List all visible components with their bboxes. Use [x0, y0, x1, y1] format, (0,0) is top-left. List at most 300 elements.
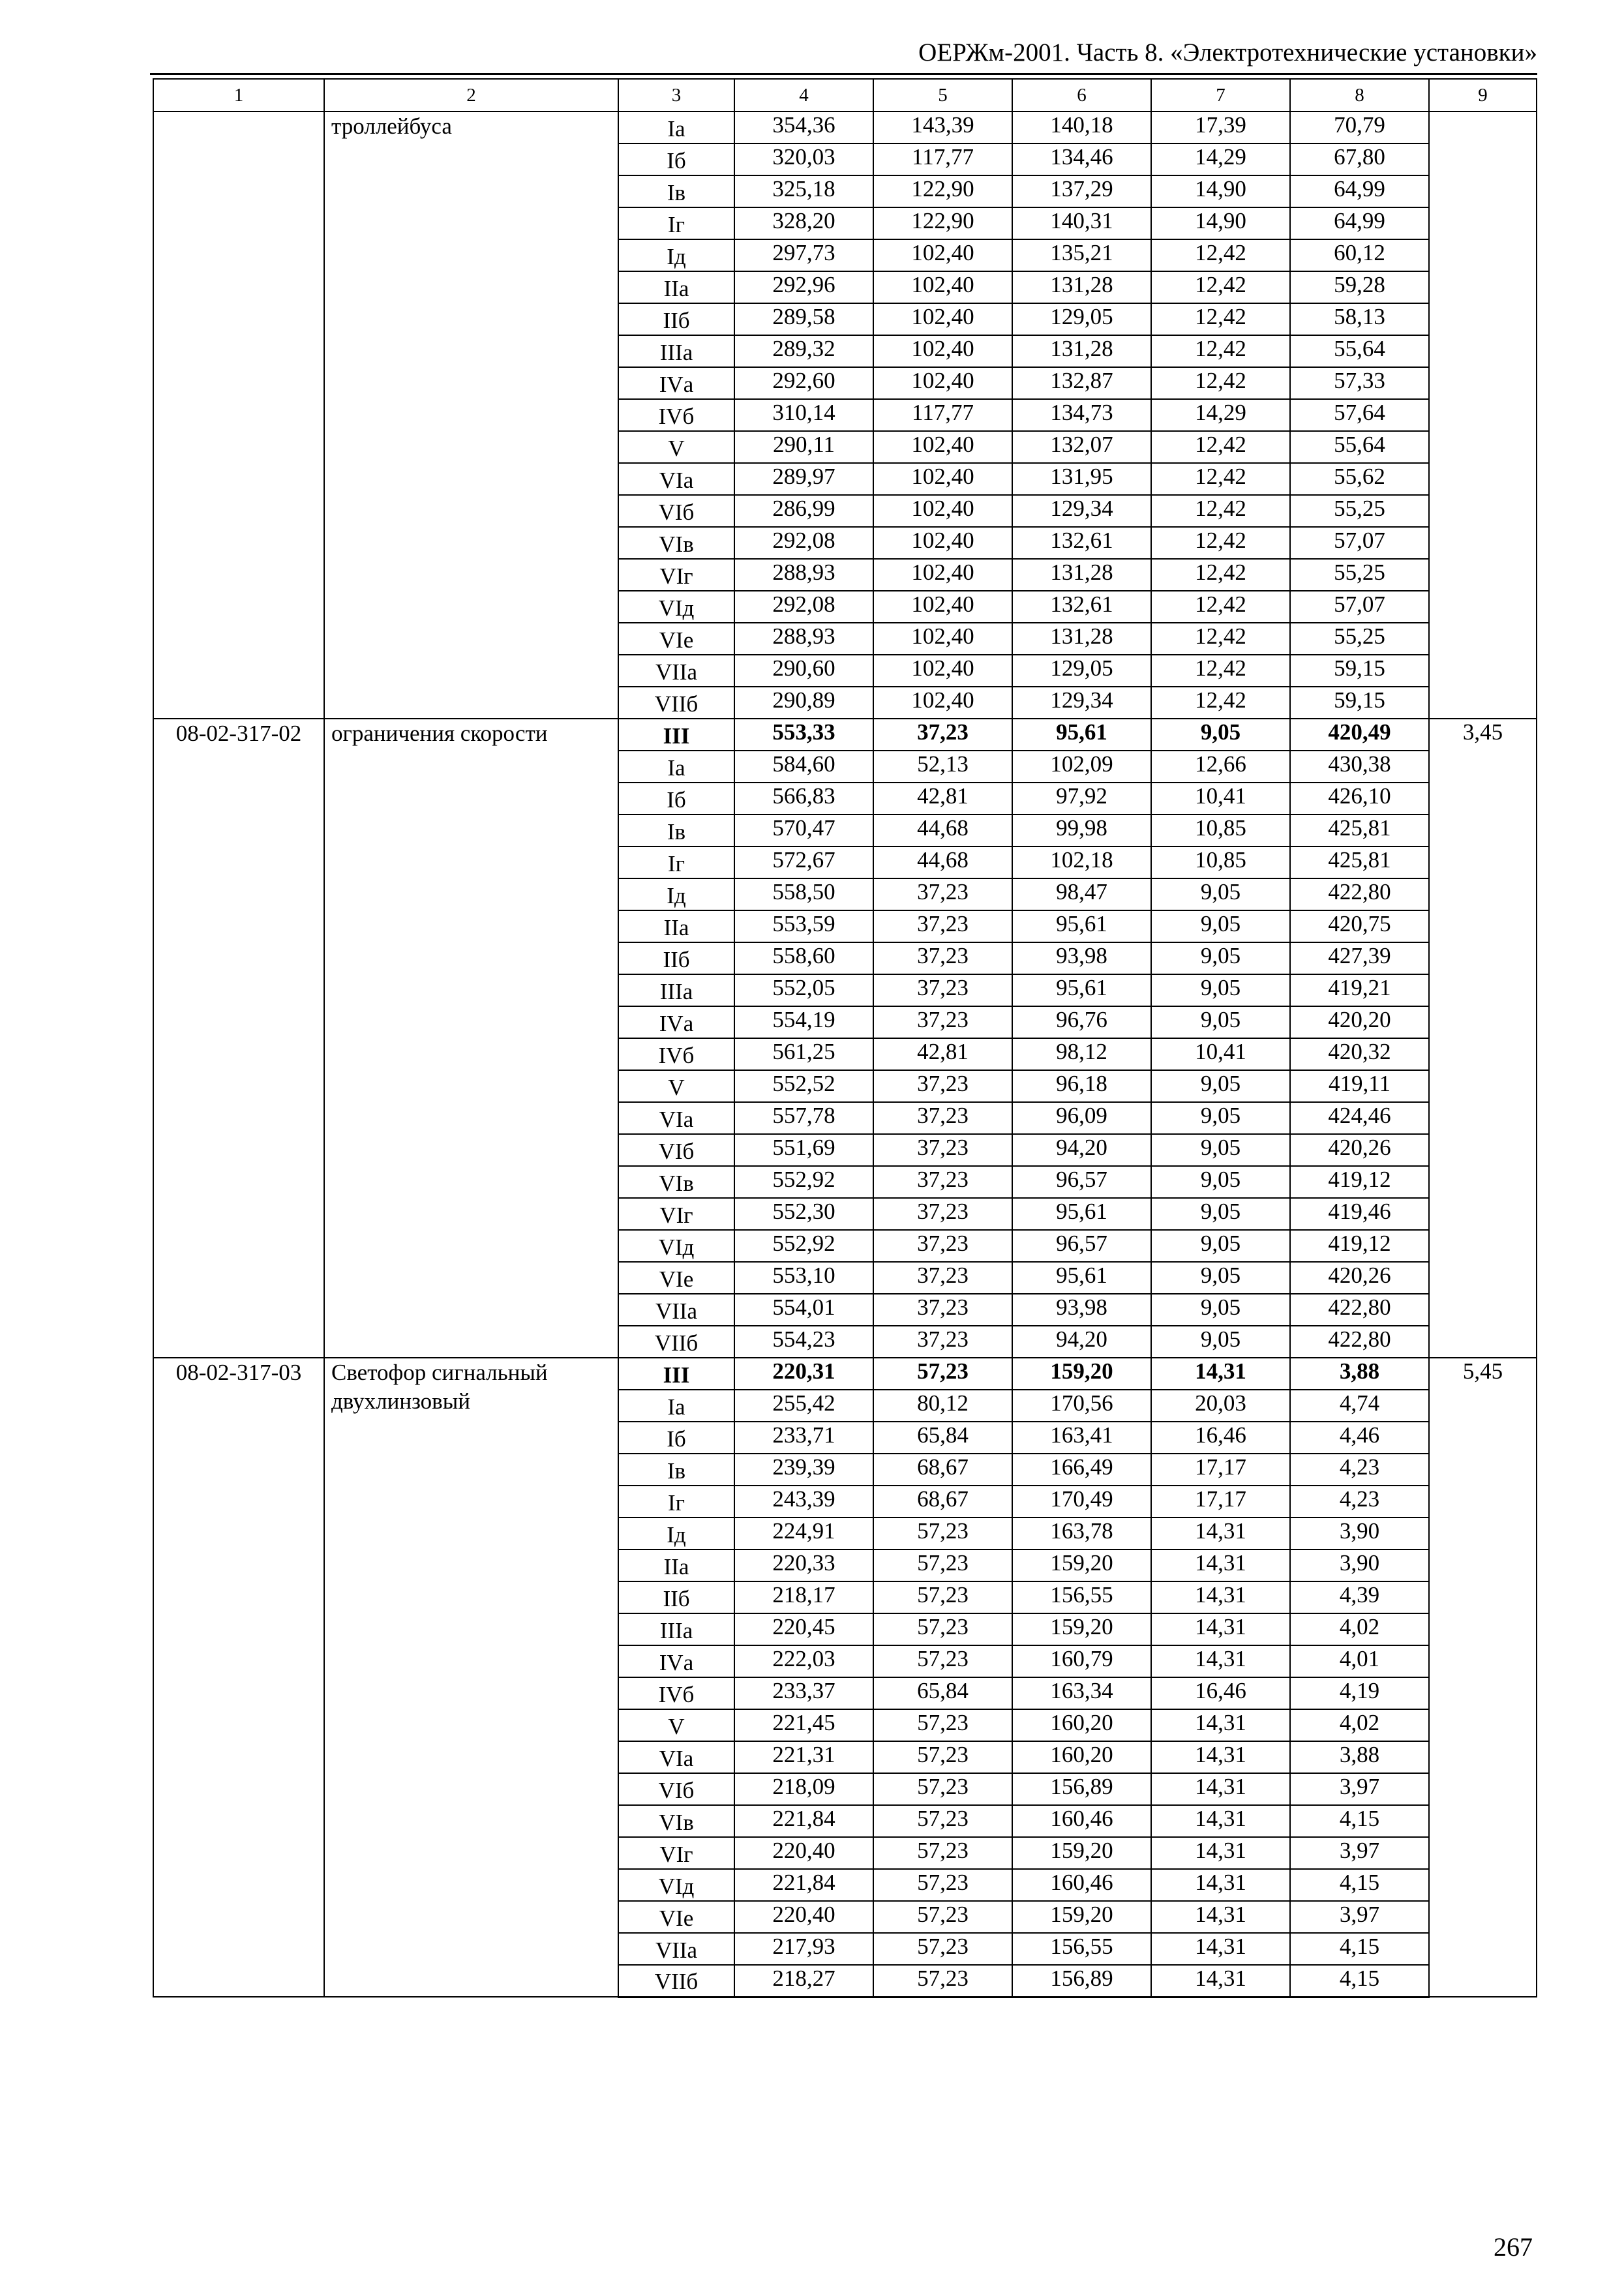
price-cell: 4,19	[1290, 1677, 1429, 1709]
price-cell: 95,61	[1012, 974, 1151, 1006]
price-cell: 288,93	[734, 559, 873, 591]
column-number: 6	[1012, 79, 1151, 112]
price-cell: 551,69	[734, 1134, 873, 1166]
region-code: Iг	[618, 846, 734, 878]
price-cell: 44,68	[873, 815, 1012, 846]
price-cell: 292,08	[734, 527, 873, 559]
price-cell: 420,75	[1290, 910, 1429, 942]
price-cell: 14,31	[1151, 1901, 1290, 1933]
price-cell: 57,23	[873, 1645, 1012, 1677]
price-cell: 14,31	[1151, 1837, 1290, 1869]
price-cell: 102,40	[873, 687, 1012, 719]
price-cell: 220,33	[734, 1549, 873, 1581]
price-cell: 12,42	[1151, 463, 1290, 495]
price-cell: 419,46	[1290, 1198, 1429, 1230]
column-number: 9	[1429, 79, 1537, 112]
price-cell: 9,05	[1151, 974, 1290, 1006]
price-cell: 12,42	[1151, 527, 1290, 559]
price-cell: 220,40	[734, 1837, 873, 1869]
column-number: 5	[873, 79, 1012, 112]
price-cell: 163,34	[1012, 1677, 1151, 1709]
price-cell: 4,74	[1290, 1390, 1429, 1422]
price-cell: 217,93	[734, 1933, 873, 1965]
price-cell: 55,62	[1290, 463, 1429, 495]
price-cell: 570,47	[734, 815, 873, 846]
region-code: Iб	[618, 1422, 734, 1454]
price-cell: 12,42	[1151, 655, 1290, 687]
price-cell: 102,40	[873, 655, 1012, 687]
price-cell: 9,05	[1151, 1326, 1290, 1358]
price-cell: 292,96	[734, 271, 873, 303]
price-cell: 10,85	[1151, 846, 1290, 878]
price-cell: 221,45	[734, 1709, 873, 1741]
price-cell: 425,81	[1290, 815, 1429, 846]
price-cell: 4,39	[1290, 1581, 1429, 1613]
price-cell: 12,42	[1151, 335, 1290, 367]
price-cell: 427,39	[1290, 942, 1429, 974]
price-cell: 426,10	[1290, 783, 1429, 815]
price-cell: 233,71	[734, 1422, 873, 1454]
price-cell: 37,23	[873, 1230, 1012, 1262]
column-number: 2	[324, 79, 618, 112]
price-cell: 218,27	[734, 1965, 873, 1997]
region-code: VIIа	[618, 655, 734, 687]
price-cell: 131,28	[1012, 559, 1151, 591]
price-cell: 4,02	[1290, 1613, 1429, 1645]
price-cell: 4,15	[1290, 1805, 1429, 1837]
price-cell: 57,23	[873, 1933, 1012, 1965]
region-code: III	[618, 1358, 734, 1390]
price-cell: 160,20	[1012, 1741, 1151, 1773]
price-cell: 16,46	[1151, 1677, 1290, 1709]
price-cell: 59,15	[1290, 655, 1429, 687]
table-body	[153, 79, 1537, 1997]
price-cell: 553,33	[734, 719, 873, 751]
price-cell: 57,23	[873, 1549, 1012, 1581]
region-code: IVа	[618, 1006, 734, 1038]
price-cell: 170,49	[1012, 1486, 1151, 1518]
price-cell: 122,90	[873, 175, 1012, 207]
price-cell: 159,20	[1012, 1358, 1151, 1390]
region-code: IIб	[618, 1581, 734, 1613]
price-cell: 55,25	[1290, 559, 1429, 591]
price-cell: 156,55	[1012, 1933, 1151, 1965]
price-cell: 135,21	[1012, 239, 1151, 271]
price-cell: 159,20	[1012, 1549, 1151, 1581]
item-name: ограничения скорости	[324, 719, 618, 1358]
price-cell: 37,23	[873, 1070, 1012, 1102]
region-code: IVб	[618, 1677, 734, 1709]
region-code: Iв	[618, 815, 734, 846]
region-code: VIе	[618, 623, 734, 655]
region-code: VIIб	[618, 687, 734, 719]
price-cell: 220,40	[734, 1901, 873, 1933]
price-cell: 102,40	[873, 527, 1012, 559]
price-cell: 325,18	[734, 175, 873, 207]
price-cell: 4,15	[1290, 1869, 1429, 1901]
price-cell: 12,42	[1151, 623, 1290, 655]
price-cell: 37,23	[873, 910, 1012, 942]
price-cell: 14,31	[1151, 1518, 1290, 1549]
price-cell: 554,01	[734, 1294, 873, 1326]
price-cell: 57,07	[1290, 527, 1429, 559]
price-cell: 156,55	[1012, 1581, 1151, 1613]
price-cell: 97,92	[1012, 783, 1151, 815]
region-code: VIIа	[618, 1933, 734, 1965]
price-cell: 57,23	[873, 1773, 1012, 1805]
region-code: Iа	[618, 112, 734, 143]
price-cell: 289,32	[734, 335, 873, 367]
price-cell: 14,31	[1151, 1645, 1290, 1677]
region-code: IVа	[618, 367, 734, 399]
price-cell: 58,13	[1290, 303, 1429, 335]
price-cell: 4,15	[1290, 1965, 1429, 1997]
price-cell: 95,61	[1012, 719, 1151, 751]
price-cell: 220,45	[734, 1613, 873, 1645]
price-cell: 132,61	[1012, 591, 1151, 623]
price-cell: 80,12	[873, 1390, 1012, 1422]
price-cell: 95,61	[1012, 910, 1151, 942]
price-cell: 102,09	[1012, 751, 1151, 783]
price-cell: 221,31	[734, 1741, 873, 1773]
price-cell: 102,40	[873, 367, 1012, 399]
price-cell: 4,01	[1290, 1645, 1429, 1677]
price-cell: 12,42	[1151, 559, 1290, 591]
region-code: Iб	[618, 783, 734, 815]
price-cell: 3,97	[1290, 1773, 1429, 1805]
price-cell: 552,05	[734, 974, 873, 1006]
price-cell: 9,05	[1151, 1134, 1290, 1166]
price-cell: 12,42	[1151, 687, 1290, 719]
price-cell: 552,92	[734, 1230, 873, 1262]
price-cell: 218,17	[734, 1581, 873, 1613]
region-code: VIб	[618, 1773, 734, 1805]
region-code: IVа	[618, 1645, 734, 1677]
price-cell: 14,31	[1151, 1965, 1290, 1997]
price-cell: 9,05	[1151, 910, 1290, 942]
price-cell: 552,52	[734, 1070, 873, 1102]
price-cell: 552,30	[734, 1198, 873, 1230]
price-cell: 122,90	[873, 207, 1012, 239]
price-cell: 222,03	[734, 1645, 873, 1677]
price-cell: 16,46	[1151, 1422, 1290, 1454]
price-cell: 57,64	[1290, 399, 1429, 431]
price-cell: 419,12	[1290, 1230, 1429, 1262]
price-cell: 420,32	[1290, 1038, 1429, 1070]
region-code: Iд	[618, 1518, 734, 1549]
column-number-row	[153, 79, 1537, 112]
price-cell: 93,98	[1012, 942, 1151, 974]
region-code: VIг	[618, 559, 734, 591]
price-cell: 9,05	[1151, 878, 1290, 910]
price-cell: 96,18	[1012, 1070, 1151, 1102]
price-cell: 14,31	[1151, 1581, 1290, 1613]
price-cell: 3,90	[1290, 1518, 1429, 1549]
price-cell: 68,67	[873, 1454, 1012, 1486]
region-code: V	[618, 431, 734, 463]
price-cell: 20,03	[1151, 1390, 1290, 1422]
price-cell: 37,23	[873, 1134, 1012, 1166]
price-cell: 129,05	[1012, 303, 1151, 335]
region-code: Iд	[618, 878, 734, 910]
price-cell: 221,84	[734, 1805, 873, 1837]
price-cell: 14,31	[1151, 1869, 1290, 1901]
price-cell: 102,40	[873, 463, 1012, 495]
price-cell: 131,95	[1012, 463, 1151, 495]
price-cell: 9,05	[1151, 1070, 1290, 1102]
price-cell: 42,81	[873, 783, 1012, 815]
region-code: IIб	[618, 942, 734, 974]
price-cell: 290,89	[734, 687, 873, 719]
price-cell: 422,80	[1290, 1326, 1429, 1358]
price-cell: 156,89	[1012, 1773, 1151, 1805]
price-cell: 286,99	[734, 495, 873, 527]
price-cell: 37,23	[873, 1198, 1012, 1230]
price-cell: 17,17	[1151, 1454, 1290, 1486]
price-cell: 233,37	[734, 1677, 873, 1709]
price-cell: 420,26	[1290, 1134, 1429, 1166]
price-cell: 14,90	[1151, 207, 1290, 239]
price-cell: 14,31	[1151, 1549, 1290, 1581]
price-cell: 57,33	[1290, 367, 1429, 399]
price-cell: 57,07	[1290, 591, 1429, 623]
price-cell: 57,23	[873, 1965, 1012, 1997]
price-cell: 94,20	[1012, 1134, 1151, 1166]
price-cell: 420,20	[1290, 1006, 1429, 1038]
price-cell: 132,07	[1012, 431, 1151, 463]
region-code: VIд	[618, 1869, 734, 1901]
price-cell: 37,23	[873, 942, 1012, 974]
region-code: IIб	[618, 303, 734, 335]
price-cell: 137,29	[1012, 175, 1151, 207]
region-code: Iг	[618, 1486, 734, 1518]
page-number: 267	[1494, 2232, 1533, 2262]
price-cell: 422,80	[1290, 878, 1429, 910]
price-cell: 9,05	[1151, 1198, 1290, 1230]
price-cell: 12,66	[1151, 751, 1290, 783]
price-cell: 95,61	[1012, 1198, 1151, 1230]
price-cell: 430,38	[1290, 751, 1429, 783]
region-code: Iв	[618, 175, 734, 207]
price-cell: 14,29	[1151, 143, 1290, 175]
price-cell: 17,17	[1151, 1486, 1290, 1518]
region-code: Iг	[618, 207, 734, 239]
price-cell: 3,97	[1290, 1837, 1429, 1869]
price-cell: 96,57	[1012, 1166, 1151, 1198]
price-cell: 57,23	[873, 1837, 1012, 1869]
region-code: Iа	[618, 751, 734, 783]
price-cell: 44,68	[873, 846, 1012, 878]
price-cell: 554,23	[734, 1326, 873, 1358]
price-cell: 12,42	[1151, 303, 1290, 335]
price-cell: 420,49	[1290, 719, 1429, 751]
price-cell: 102,40	[873, 303, 1012, 335]
price-cell: 255,42	[734, 1390, 873, 1422]
price-cell: 170,56	[1012, 1390, 1151, 1422]
price-cell: 129,34	[1012, 495, 1151, 527]
region-code: VIIб	[618, 1965, 734, 1997]
region-code: Iв	[618, 1454, 734, 1486]
price-cell: 160,20	[1012, 1709, 1151, 1741]
price-cell: 4,15	[1290, 1933, 1429, 1965]
price-cell: 290,11	[734, 431, 873, 463]
price-cell: 10,41	[1151, 783, 1290, 815]
price-cell: 328,20	[734, 207, 873, 239]
item-code: 08-02-317-03	[153, 1358, 324, 1997]
region-code: IIа	[618, 271, 734, 303]
item-weight	[1429, 112, 1537, 719]
price-cell: 552,92	[734, 1166, 873, 1198]
price-cell: 289,58	[734, 303, 873, 335]
price-cell: 163,78	[1012, 1518, 1151, 1549]
column-number: 8	[1290, 79, 1429, 112]
price-cell: 558,60	[734, 942, 873, 974]
price-cell: 14,31	[1151, 1773, 1290, 1805]
price-cell: 3,97	[1290, 1901, 1429, 1933]
price-cell: 129,05	[1012, 655, 1151, 687]
price-cell: 12,42	[1151, 591, 1290, 623]
region-code: IVб	[618, 399, 734, 431]
price-cell: 57,23	[873, 1581, 1012, 1613]
price-cell: 59,28	[1290, 271, 1429, 303]
region-code: IVб	[618, 1038, 734, 1070]
price-cell: 68,67	[873, 1486, 1012, 1518]
price-cell: 14,31	[1151, 1933, 1290, 1965]
region-code: VIв	[618, 1805, 734, 1837]
price-cell: 289,97	[734, 463, 873, 495]
price-cell: 3,90	[1290, 1549, 1429, 1581]
price-cell: 55,64	[1290, 431, 1429, 463]
price-cell: 57,23	[873, 1518, 1012, 1549]
price-cell: 60,12	[1290, 239, 1429, 271]
price-cell: 558,50	[734, 878, 873, 910]
price-cell: 9,05	[1151, 1294, 1290, 1326]
price-cell: 4,23	[1290, 1486, 1429, 1518]
region-code: VIб	[618, 495, 734, 527]
price-cell: 37,23	[873, 1262, 1012, 1294]
header-rule	[150, 73, 1537, 75]
price-cell: 420,26	[1290, 1262, 1429, 1294]
price-cell: 14,31	[1151, 1358, 1290, 1390]
price-cell: 12,42	[1151, 431, 1290, 463]
region-code: V	[618, 1070, 734, 1102]
region-code: IIIа	[618, 335, 734, 367]
price-cell: 143,39	[873, 112, 1012, 143]
price-cell: 553,59	[734, 910, 873, 942]
price-cell: 98,12	[1012, 1038, 1151, 1070]
price-cell: 57,23	[873, 1901, 1012, 1933]
price-cell: 102,40	[873, 239, 1012, 271]
price-cell: 584,60	[734, 751, 873, 783]
item-weight: 3,45	[1429, 719, 1537, 1358]
price-cell: 425,81	[1290, 846, 1429, 878]
price-cell: 117,77	[873, 143, 1012, 175]
price-cell: 160,46	[1012, 1805, 1151, 1837]
price-cell: 159,20	[1012, 1837, 1151, 1869]
price-cell: 163,41	[1012, 1422, 1151, 1454]
price-cell: 422,80	[1290, 1294, 1429, 1326]
price-cell: 297,73	[734, 239, 873, 271]
price-cell: 9,05	[1151, 719, 1290, 751]
price-cell: 14,31	[1151, 1709, 1290, 1741]
region-code: III	[618, 719, 734, 751]
price-cell: 64,99	[1290, 207, 1429, 239]
price-cell: 4,23	[1290, 1454, 1429, 1486]
price-cell: 99,98	[1012, 815, 1151, 846]
price-cell: 12,42	[1151, 239, 1290, 271]
region-code: VIа	[618, 463, 734, 495]
region-code: IIIа	[618, 1613, 734, 1645]
price-cell: 52,13	[873, 751, 1012, 783]
item-name: Светофор сигнальный двухлинзовый	[324, 1358, 618, 1997]
price-cell: 95,61	[1012, 1262, 1151, 1294]
region-code: VIг	[618, 1198, 734, 1230]
region-code: VIд	[618, 1230, 734, 1262]
price-cell: 132,61	[1012, 527, 1151, 559]
region-code: VIIа	[618, 1294, 734, 1326]
price-cell: 140,31	[1012, 207, 1151, 239]
price-cell: 102,40	[873, 559, 1012, 591]
price-cell: 166,49	[1012, 1454, 1151, 1486]
price-cell: 59,15	[1290, 687, 1429, 719]
price-cell: 64,99	[1290, 175, 1429, 207]
price-cell: 221,84	[734, 1869, 873, 1901]
price-cell: 160,79	[1012, 1645, 1151, 1677]
price-cell: 554,19	[734, 1006, 873, 1038]
price-cell: 10,85	[1151, 815, 1290, 846]
price-cell: 134,46	[1012, 143, 1151, 175]
price-cell: 37,23	[873, 974, 1012, 1006]
price-cell: 419,12	[1290, 1166, 1429, 1198]
region-code: VIд	[618, 591, 734, 623]
price-cell: 57,23	[873, 1741, 1012, 1773]
price-cell: 37,23	[873, 1326, 1012, 1358]
price-cell: 320,03	[734, 143, 873, 175]
table-row	[153, 719, 1537, 751]
price-cell: 12,42	[1151, 271, 1290, 303]
price-cell: 102,40	[873, 271, 1012, 303]
price-cell: 290,60	[734, 655, 873, 687]
price-cell: 37,23	[873, 1006, 1012, 1038]
price-cell: 93,98	[1012, 1294, 1151, 1326]
price-cell: 9,05	[1151, 1230, 1290, 1262]
price-cell: 96,57	[1012, 1230, 1151, 1262]
price-cell: 55,64	[1290, 335, 1429, 367]
price-cell: 224,91	[734, 1518, 873, 1549]
price-cell: 159,20	[1012, 1613, 1151, 1645]
price-cell: 134,73	[1012, 399, 1151, 431]
price-cell: 160,46	[1012, 1869, 1151, 1901]
price-cell: 37,23	[873, 1102, 1012, 1134]
price-cell: 419,21	[1290, 974, 1429, 1006]
region-code: VIе	[618, 1262, 734, 1294]
price-cell: 354,36	[734, 112, 873, 143]
price-cell: 310,14	[734, 399, 873, 431]
price-cell: 292,60	[734, 367, 873, 399]
region-code: Iб	[618, 143, 734, 175]
price-cell: 220,31	[734, 1358, 873, 1390]
price-cell: 65,84	[873, 1422, 1012, 1454]
price-cell: 3,88	[1290, 1358, 1429, 1390]
price-cell: 12,42	[1151, 367, 1290, 399]
price-cell: 572,67	[734, 846, 873, 878]
price-cell: 14,31	[1151, 1613, 1290, 1645]
table-row	[153, 112, 1537, 143]
region-code: VIб	[618, 1134, 734, 1166]
price-cell: 102,18	[1012, 846, 1151, 878]
price-cell: 4,46	[1290, 1422, 1429, 1454]
price-cell: 14,31	[1151, 1805, 1290, 1837]
